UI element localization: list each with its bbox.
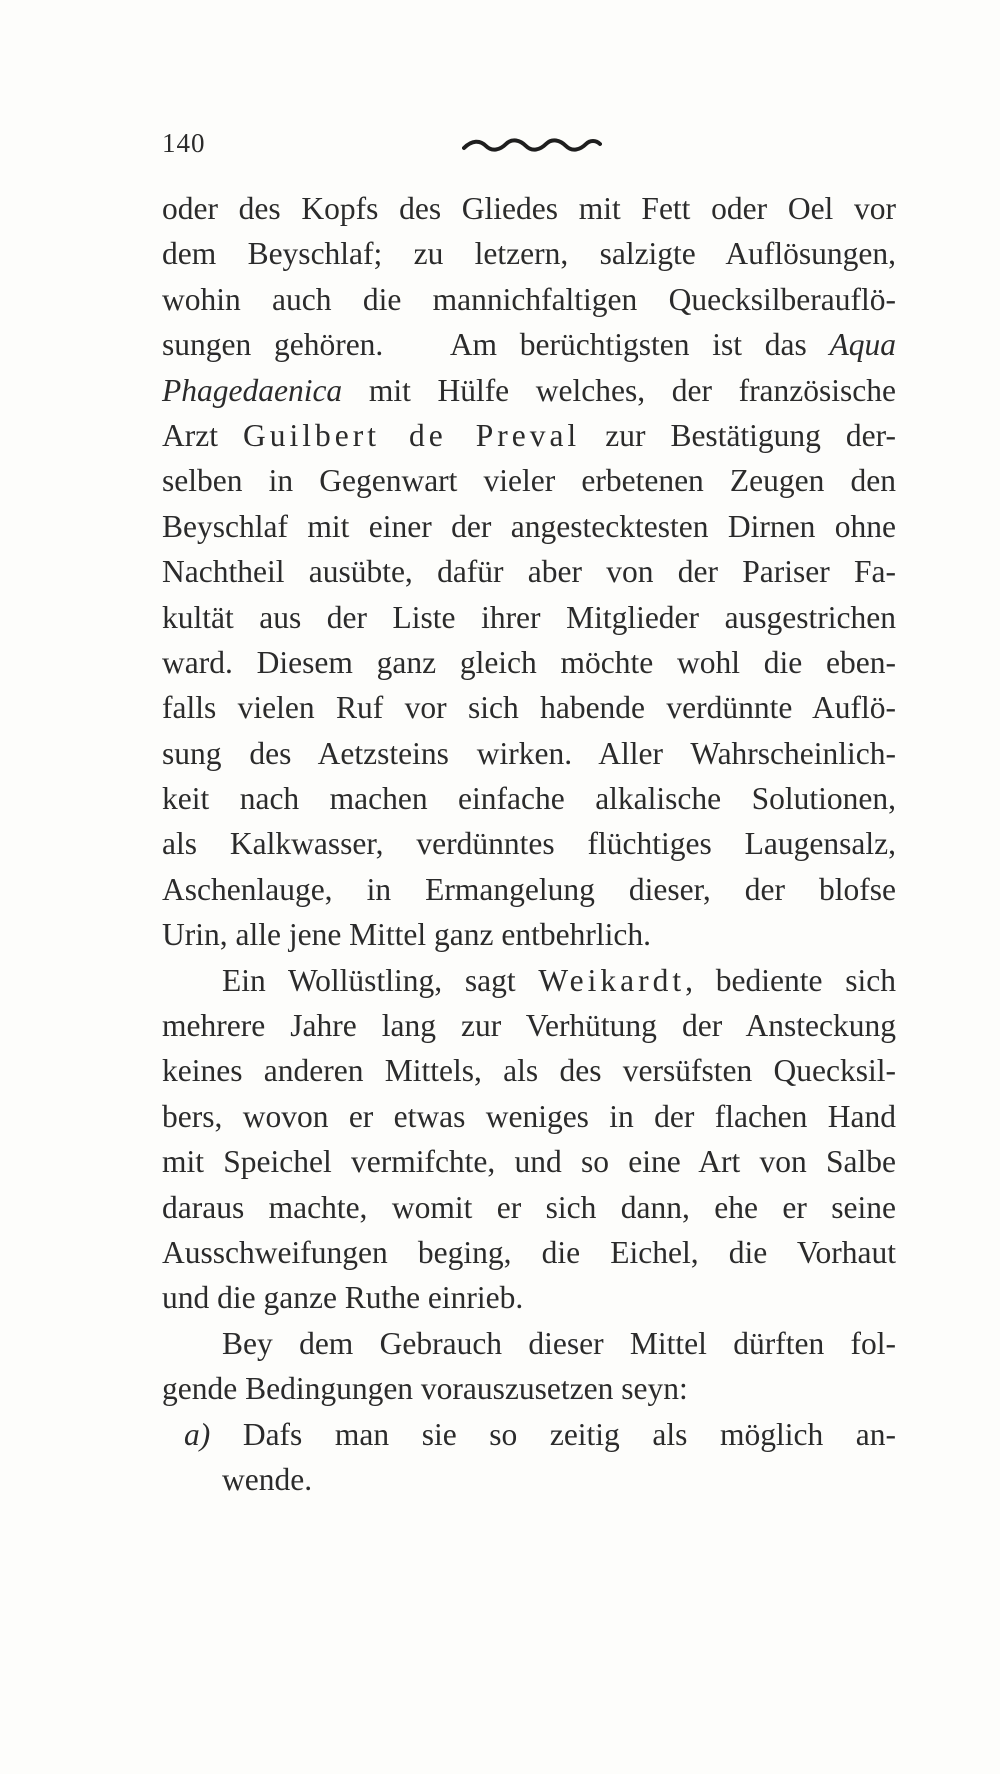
page-number: 140 [162, 128, 206, 158]
text-line: als Kalkwasser, verdünntes flüchtiges Laugensalz, [162, 826, 896, 862]
list-item [162, 1412, 896, 1457]
text-fragment: zur Bestätigung der- [605, 417, 897, 453]
page-header [160, 128, 900, 168]
ornament-icon [462, 136, 602, 154]
person-name: Weikardt [538, 962, 686, 998]
text-line: mehrere Jahre lang zur Verhütung der Ansteckung [162, 1008, 896, 1044]
text-line: Nachtheil ausübte, dafür aber von der Pariser Fa- [162, 554, 896, 590]
text-line: kultät aus der Liste ihrer Mitglieder ausgestrichen [162, 599, 896, 635]
text-line: wohin auch die mannichfaltigen Quecksilberauflö- [162, 281, 896, 317]
text-line: daraus machte, womit er sich dann, ehe er seine [162, 1189, 896, 1225]
text-line: falls vielen Ruf vor sich habende verdünnte Auflö- [162, 690, 896, 726]
text-line [162, 322, 896, 367]
text-line [162, 368, 896, 413]
text-line: Aschenlauge, in Ermangelung dieser, der blofse [162, 871, 896, 907]
text-line: selben in Gegenwart vieler erbetenen Zeugen den [162, 463, 896, 499]
text-line: Bey dem Gebrauch dieser Mittel dürften fol- [222, 1325, 896, 1361]
text-fragment: Dafs man sie so zeitig als möglich an- [242, 1416, 896, 1452]
text-fragment: Am berüchtigsten ist das [449, 327, 807, 363]
text-line [162, 413, 896, 458]
text-line: keit nach machen einfache alkalische Solutionen, [162, 781, 896, 817]
list-marker: a) [184, 1416, 211, 1452]
person-name: Guilbert de Preval [243, 417, 581, 453]
body-text [162, 186, 896, 1502]
text-fragment: Arzt [162, 417, 218, 453]
text-line: Beyschlaf mit einer der angestecktesten Dirnen ohne [162, 508, 896, 544]
text-fragment: Ein Wollüstling, sagt [222, 962, 516, 998]
text-line: wende. [222, 1461, 313, 1497]
latin-term: Phagedaenica [162, 372, 343, 408]
latin-term: Aqua [829, 327, 896, 363]
text-line: Urin, alle jene Mittel ganz entbehrlich. [162, 917, 651, 953]
text-line: und die ganze Ruthe einrieb. [162, 1280, 524, 1316]
text-fragment: , bediente sich [685, 962, 896, 998]
text-line: keines anderen Mittels, als des versüfsten Quecksil- [162, 1053, 896, 1089]
text-line: bers, wovon er etwas weniges in der flachen Hand [162, 1098, 896, 1134]
text-fragment: sungen gehören. [162, 327, 384, 363]
text-line: oder des Kopfs des Gliedes mit Fett oder Oel vor [162, 191, 896, 226]
text-line: dem Beyschlaf; zu letzern, salzigte Auflösungen, [162, 236, 896, 272]
text-fragment: mit Hülfe welches, der französische [368, 372, 896, 408]
text-line: sung des Aetzsteins wirken. Aller Wahrscheinlich- [162, 735, 896, 771]
text-line: ward. Diesem ganz gleich möchte wohl die eben- [162, 644, 896, 680]
text-line: Ausschweifungen beging, die Eichel, die Vorhaut [162, 1234, 896, 1270]
text-line: mit Speichel vermifchte, und so eine Art von Salbe [162, 1144, 896, 1180]
text-line: gende Bedingungen vorauszusetzen seyn: [162, 1371, 688, 1407]
text-line [162, 958, 896, 1003]
